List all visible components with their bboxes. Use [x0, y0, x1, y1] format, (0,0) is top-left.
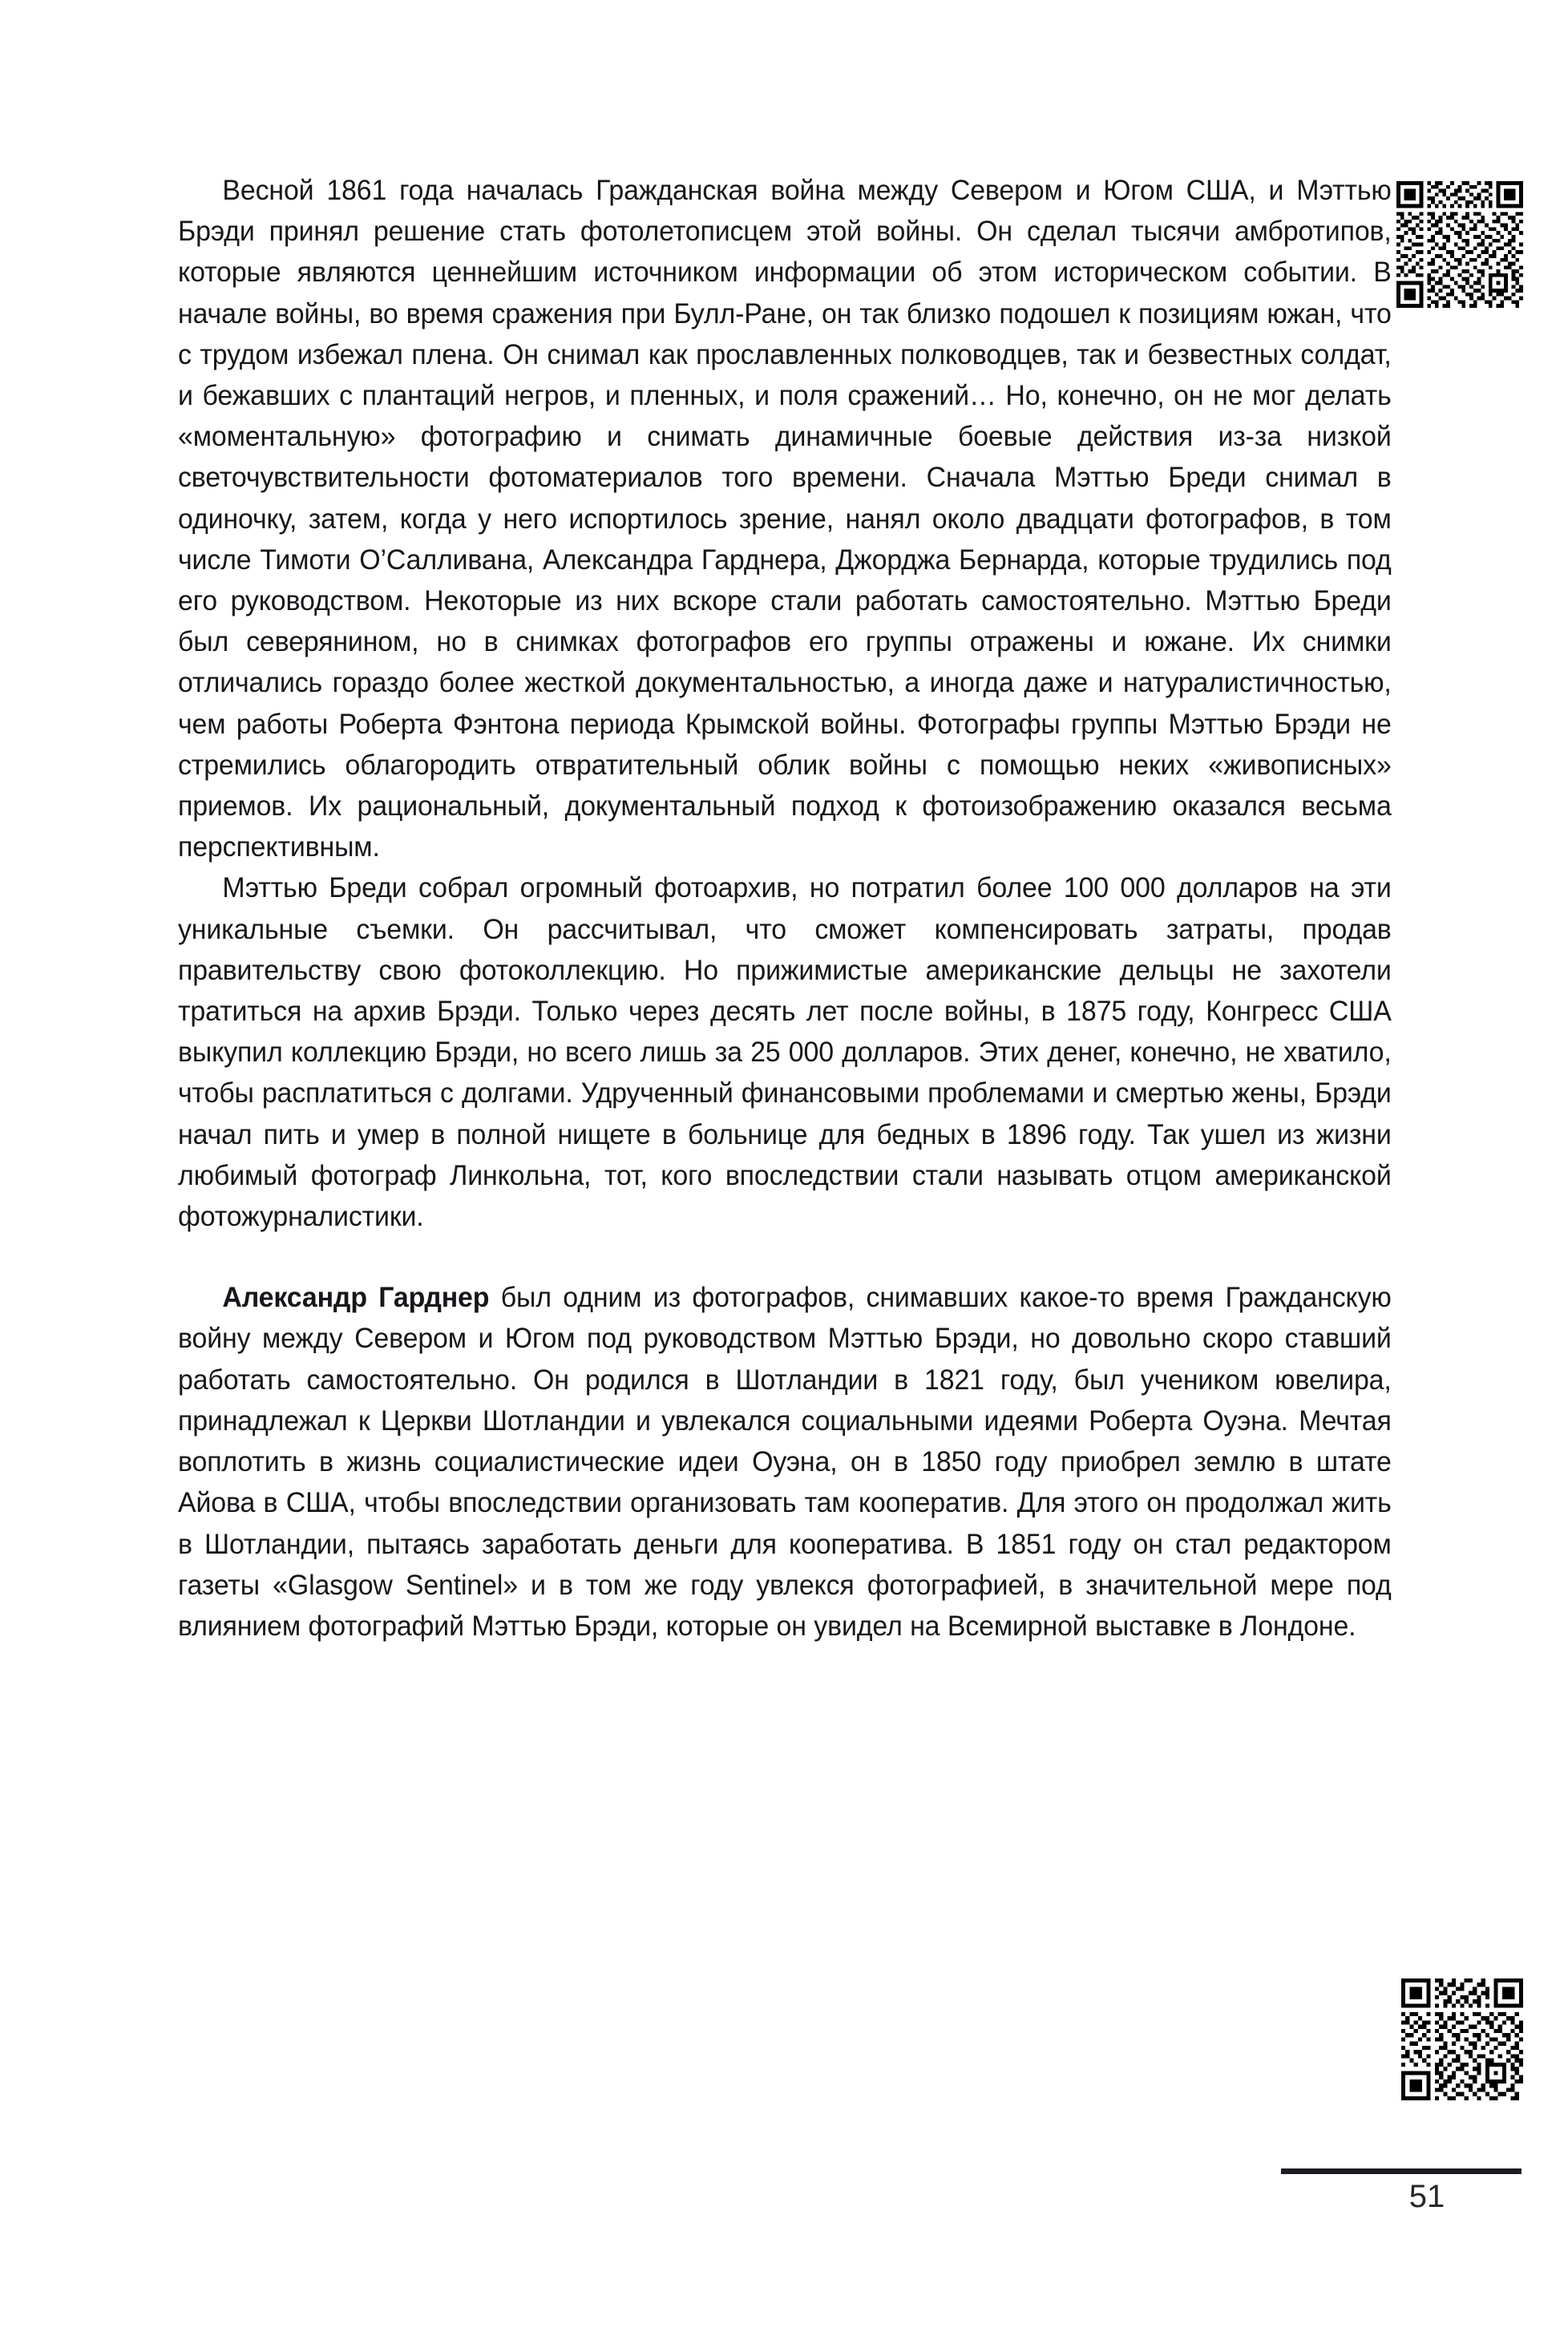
qr-code-bottom-right[interactable] [1401, 1978, 1523, 2100]
footer-rule [1281, 2168, 1522, 2174]
page-body-text [178, 170, 1392, 1647]
page-number: 51 [1408, 2179, 1445, 2214]
qr-code-top-right[interactable] [1396, 181, 1523, 308]
paragraph-text: Весной 1861 года началась Гражданская война между Севером и Югом США, и Мэттью Брэди принял решение стать фотолетописцем этой войны. Он сделал тысячи амбротипов, которые являются ценнейшим источником информации об этом историческом событии. В начале войны, во время сражения при Булл-Ране, он так близко подошел к позициям южан, что с трудом избежал плена. Он снимал как прославленных полководцев, так и безвестных солдат, и бежавших с плантаций негров, и пленных, и поля сражений… Но, конечно, он не мог делать «моментальную» фотографию и снимать динамичные боевые действия из-за низкой светочувствительности фотоматериалов того времени. Сначала Мэттью Бреди снимал в одиночку, затем, когда у него испортилось зрение, нанял около двадцати фотографов, в том числе Тимоти О’Салливана, Александра Гарднера, Джорджа Бернарда, которые трудились под его руководством. Некоторые из них вскоре стали работать самостоятельно. Мэттью Бреди был северянином, но в снимках фотографов его группы отражены и южане. Их снимки отличались гораздо более жесткой документальностью, а иногда даже и натуралистичностью, чем работы Роберта Фэнтона периода Крымской войны. Фотографы группы Мэттью Брэди не стремились облагородить отвратительный облик войны с помощью неких «живописных» приемов. Их рациональный, документальный подход к фотоизображению оказался весьма перспективным. [178, 174, 1392, 863]
paragraph-text: был одним из фотографов, снимавших какое-то время Гражданскую войну между Севером и Югом под руководством Мэттью Брэди, но довольно скоро ставший работать самостоятельно. Он родился в Шотландии в 1821 году, был учеником ювелира, принадлежал к Церкви Шотландии и увлекался социальными идеями Роберта Оуэна. Мечтая воплотить в жизнь социалистические идеи Оуэна, он в 1850 году приобрел землю в штате Айова в США, чтобы впоследствии организовать там кооператив. Для этого он продолжал жить в Шотландии, пытаясь заработать деньги для кооператива. В 1851 году он стал редактором газеты «Glasgow Sentinel» и в том же году увлекся фотографией, в значительной мере под влиянием фотографий Мэттью Брэди, которые он увидел на Всемирной выставке в Лондоне. [178, 1281, 1392, 1642]
paragraph-brady-archive [178, 867, 1392, 1237]
paragraph-gardner [178, 1277, 1392, 1647]
paragraph-text: Мэттью Бреди собрал огромный фотоархив, но потратил более 100 000 долларов на эти уникальные съемки. Он рассчитывал, что сможет компенсировать затраты, продав правительству свою фотоколлекцию. Но прижимистые американские дельцы не захотели тратиться на архив Брэди. Только через десять лет после войны, в 1875 году, Конгресс США выкупил коллекцию Брэди, но всего лишь за 25 000 долларов. Этих денег, конечно, не хватило, чтобы расплатиться с долгами. Удрученный финансовыми проблемами и смертью жены, Брэди начал пить и умер в полной нищете в больнице для бедных в 1896 году. Так ушел из жизни любимый фотограф Линкольна, тот, кого впоследствии стали называть отцом американской фотожурналистики. [178, 871, 1392, 1233]
paragraph-brady-civil-war [178, 170, 1392, 867]
lead-name-gardner: Александр Гарднер [222, 1281, 490, 1314]
